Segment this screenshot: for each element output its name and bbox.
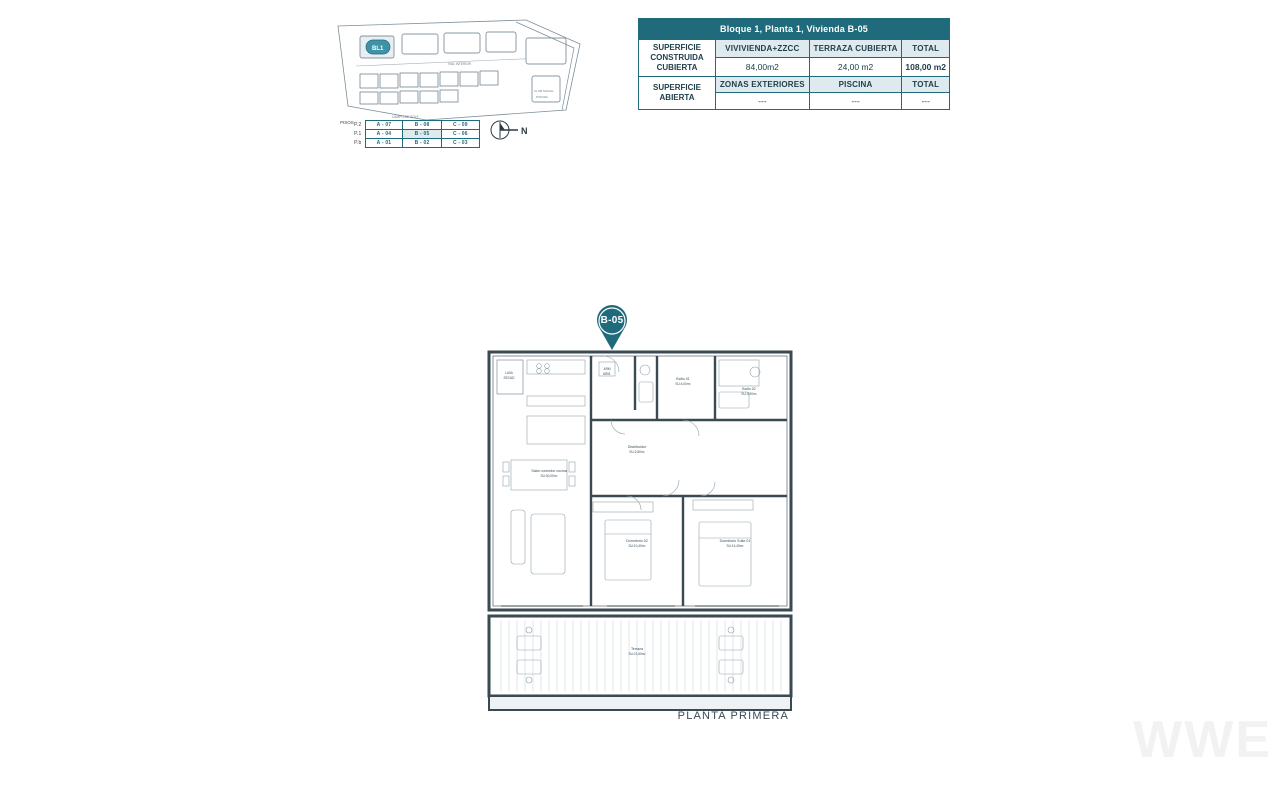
unit-cell[interactable]: A - 01 [365, 139, 403, 148]
col-header-zonas: ZONAS EXTERIORES [716, 77, 810, 93]
room-area-distribuidor: SU:2,80m² [629, 450, 645, 454]
unit-cell[interactable]: B - 02 [403, 139, 441, 148]
room-label-secadora: SECAD [503, 376, 515, 380]
room-label-lavadero: LAVA [505, 371, 513, 375]
row-header-abierta: SUPERFICIE ABIERTA [639, 77, 716, 110]
floor-plan [487, 300, 807, 730]
col-header-terraza: TERRAZA CUBIERTA [809, 40, 902, 58]
room-area-salon: SU:30,00m² [540, 474, 558, 478]
table-header-row [639, 40, 950, 58]
col-header-total: TOTAL [902, 40, 950, 58]
row-header-construida: SUPERFICIE CONSTRUIDA CUBIERTA [639, 40, 716, 77]
site-golf-label: CAMPO DE GOLF [392, 115, 419, 119]
col-header-total-abierta: TOTAL [902, 77, 950, 93]
room-area-bano02: SU:3,90m² [741, 392, 757, 396]
unit-cell[interactable]: B - 08 [403, 121, 441, 130]
table-row [340, 121, 480, 130]
room-label-arm1: ARM [603, 367, 611, 371]
value-total-abierta: --- [902, 93, 950, 110]
unit-cell[interactable]: A - 04 [365, 130, 403, 139]
room-label-dormitorio02: Dormitorio 02 [626, 539, 648, 543]
room-area-dormitorio-suite: SU:14,40m² [726, 544, 744, 548]
floor-label: P.b [354, 140, 362, 146]
table-header-row [639, 77, 950, 93]
unit-marker-label: B-05 [600, 315, 624, 326]
room-label-bano01: Baño 01 [676, 377, 690, 381]
unit-cell[interactable]: C - 03 [441, 139, 479, 148]
unit-cell[interactable]: C - 06 [441, 130, 479, 139]
room-area-dormitorio02: SU:10,40m² [628, 544, 646, 548]
room-label-salon: Salon comedor cocina [531, 469, 567, 473]
floor-label: P.2 [354, 122, 362, 128]
table-row [340, 139, 480, 148]
room-label-terraza: Terraza [631, 647, 643, 651]
site-pool-label: PISCINA [536, 95, 549, 99]
site-street-label: VIAL INTERIOR [448, 62, 471, 66]
unit-cell[interactable]: A - 07 [365, 121, 403, 130]
value-piscina: --- [809, 93, 902, 110]
surface-table [638, 18, 950, 110]
north-arrow-label: N [521, 126, 528, 136]
unit-cell-highlighted[interactable]: B - 05 [403, 130, 441, 139]
col-header-vivienda: VIVIVIENDA+ZZCC [716, 40, 810, 58]
table-title-row [639, 19, 950, 40]
plan-caption: PLANTA PRIMERA [677, 710, 789, 722]
value-zonas: --- [716, 93, 810, 110]
room-label-arm2: ARM. [603, 372, 611, 376]
value-terraza: 24,00 m2 [809, 57, 902, 76]
watermark: WWE [1133, 711, 1272, 769]
room-label-bano02: Baño 02 [742, 387, 756, 391]
col-header-piscina: PISCINA [809, 77, 902, 93]
site-block-label: BL1 [372, 46, 384, 52]
site-key-plan [330, 14, 590, 129]
value-total: 108,00 m2 [902, 57, 950, 76]
surface-table-title: Bloque 1, Planta 1, Vivienda B-05 [639, 19, 950, 40]
floor-legend-caption: PISOS [340, 120, 354, 125]
room-area-terraza: SU:21,60m² [628, 652, 646, 656]
north-arrow-icon [488, 118, 534, 142]
table-row [340, 130, 480, 139]
floor-legend-table [340, 120, 480, 148]
room-label-distribuidor: Distribuidor [627, 445, 647, 449]
value-vivienda: 84,00m2 [716, 57, 810, 76]
unit-cell[interactable]: C - 09 [441, 121, 479, 130]
room-label-dormitorio-suite: Dormitorio Suite 01 [719, 539, 751, 543]
room-area-bano01: SU:4,00m² [675, 382, 691, 386]
floor-label: P.1 [354, 131, 362, 137]
site-social-label: CLUB SOCIAL [534, 89, 554, 93]
